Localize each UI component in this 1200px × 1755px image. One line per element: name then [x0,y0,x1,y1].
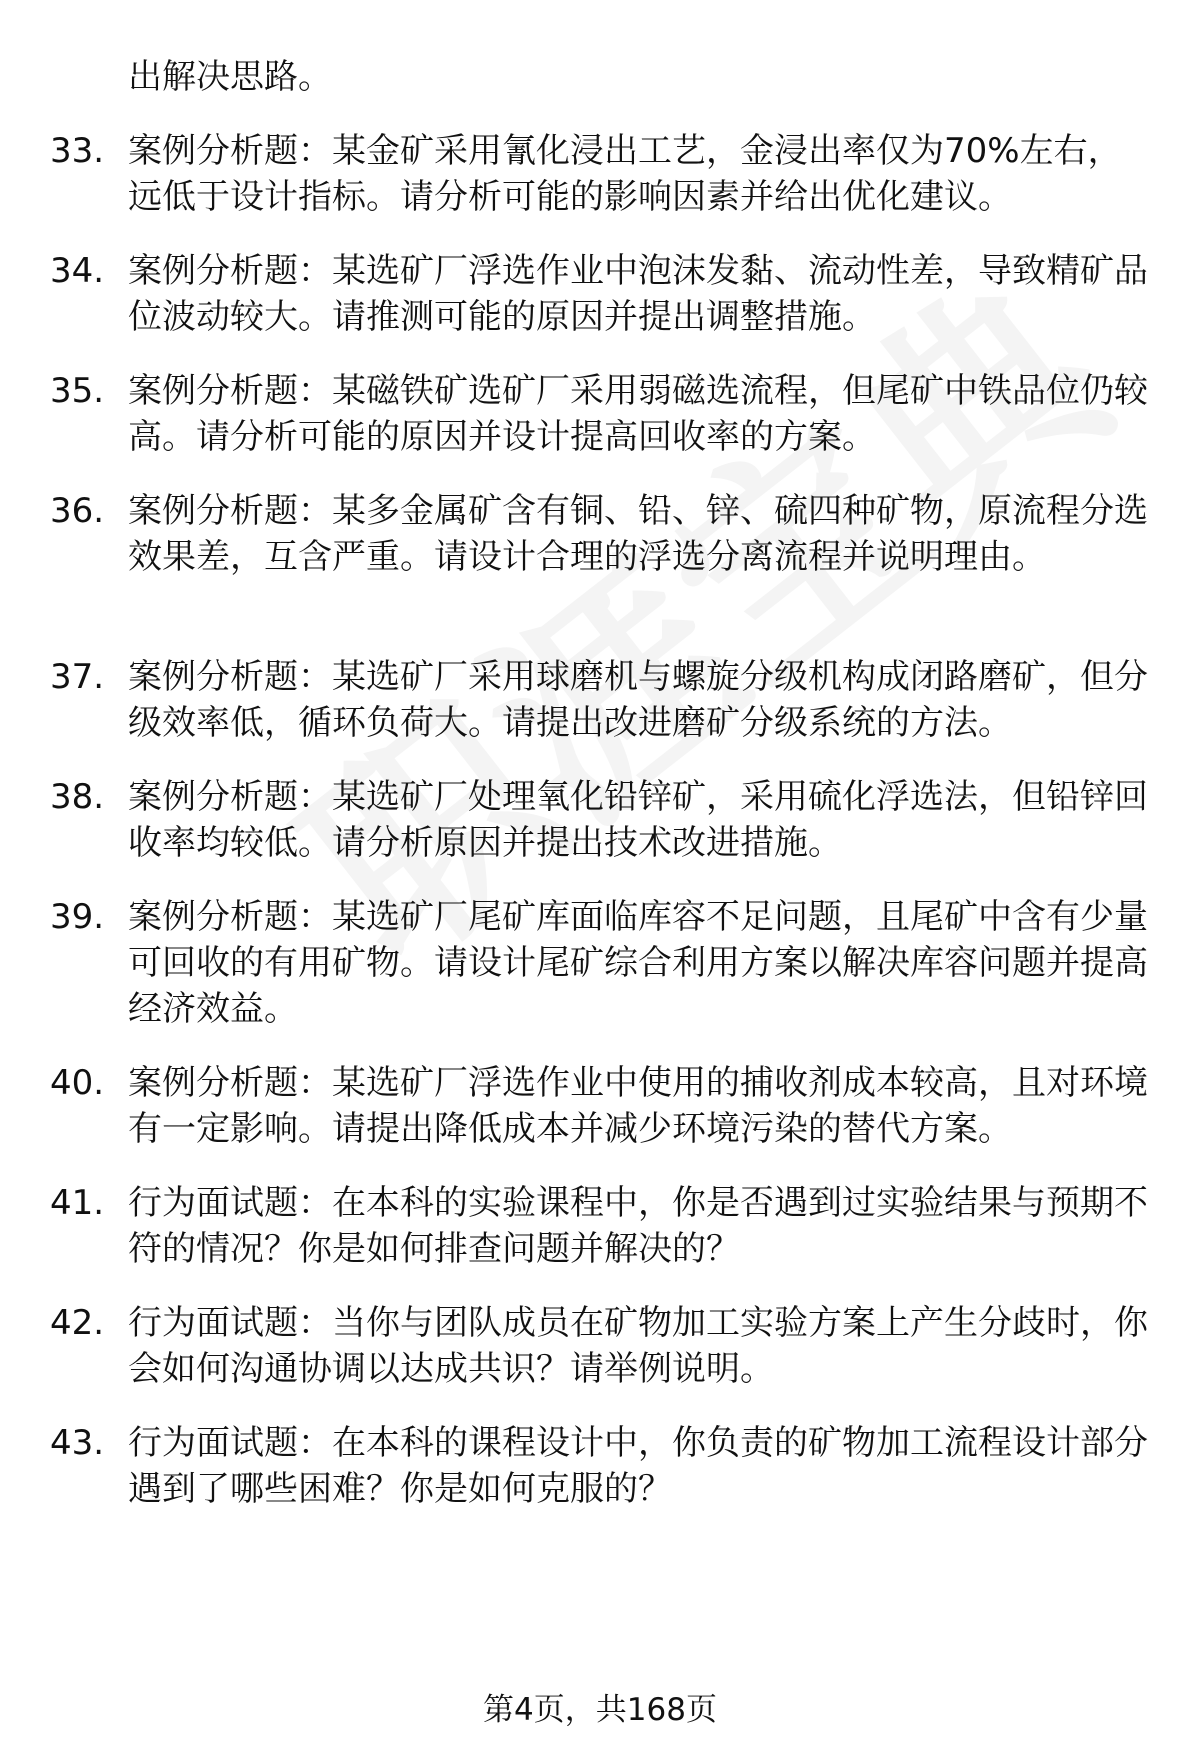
question-text: 行为面试题：在本科的课程设计中，你负责的矿物加工流程设计部分遇到了哪些困难？你是如何克服的？ [128,1423,1148,1509]
question-number: 42. [50,1303,105,1343]
question-text: 案例分析题：某选矿厂采用球磨机与螺旋分级机构成闭路磨矿，但分级效率低，循环负荷大。请提出改进磨矿分级系统的方法。 [128,657,1148,743]
question-number: 39. [50,897,105,937]
question-number: 43. [50,1423,105,1463]
question-number: 37. [50,657,105,697]
question-text: 案例分析题：某金矿采用氰化浸出工艺，金浸出率仅为70%左右，远低于设计指标。请分析可能的影响因素并给出优化建议。 [128,131,1122,217]
question-text: 案例分析题：某磁铁矿选矿厂采用弱磁选流程，但尾矿中铁品位仍较高。请分析可能的原因并设计提高回收率的方案。 [128,371,1148,457]
question-text: 案例分析题：某选矿厂尾矿库面临库容不足问题，且尾矿中含有少量可回收的有用矿物。请设计尾矿综合利用方案以解决库容问题并提高经济效益。 [128,897,1148,1029]
question-number: 36. [50,491,105,531]
question-number: 34. [50,251,105,291]
question-text: 案例分析题：某选矿厂浮选作业中泡沫发黏、流动性差，导致精矿品位波动较大。请推测可能的原因并提出调整措施。 [128,251,1148,337]
question-text: 案例分析题：某选矿厂处理氧化铅锌矿，采用硫化浮选法，但铅锌回收率均较低。请分析原因并提出技术改进措施。 [128,777,1148,863]
question-text: 案例分析题：某多金属矿含有铜、铅、锌、硫四种矿物，原流程分选效果差，互含严重。请设计合理的浮选分离流程并说明理由。 [128,491,1148,577]
question-number: 38. [50,777,105,817]
question-number: 41. [50,1183,105,1223]
question-number: 35. [50,371,105,411]
question-text: 行为面试题：当你与团队成员在矿物加工实验方案上产生分歧时，你会如何沟通协调以达成共识？请举例说明。 [128,1303,1148,1389]
continuation-text: 出解决思路。 [128,57,332,97]
page-footer: 第4页，共168页 [483,1692,717,1728]
question-number: 33. [50,131,105,171]
question-number: 40. [50,1063,105,1103]
question-text: 行为面试题：在本科的实验课程中，你是否遇到过实验结果与预期不符的情况？你是如何排查问题并解决的？ [128,1183,1148,1269]
question-text: 案例分析题：某选矿厂浮选作业中使用的捕收剂成本较高，且对环境有一定影响。请提出降低成本并减少环境污染的替代方案。 [128,1063,1148,1149]
